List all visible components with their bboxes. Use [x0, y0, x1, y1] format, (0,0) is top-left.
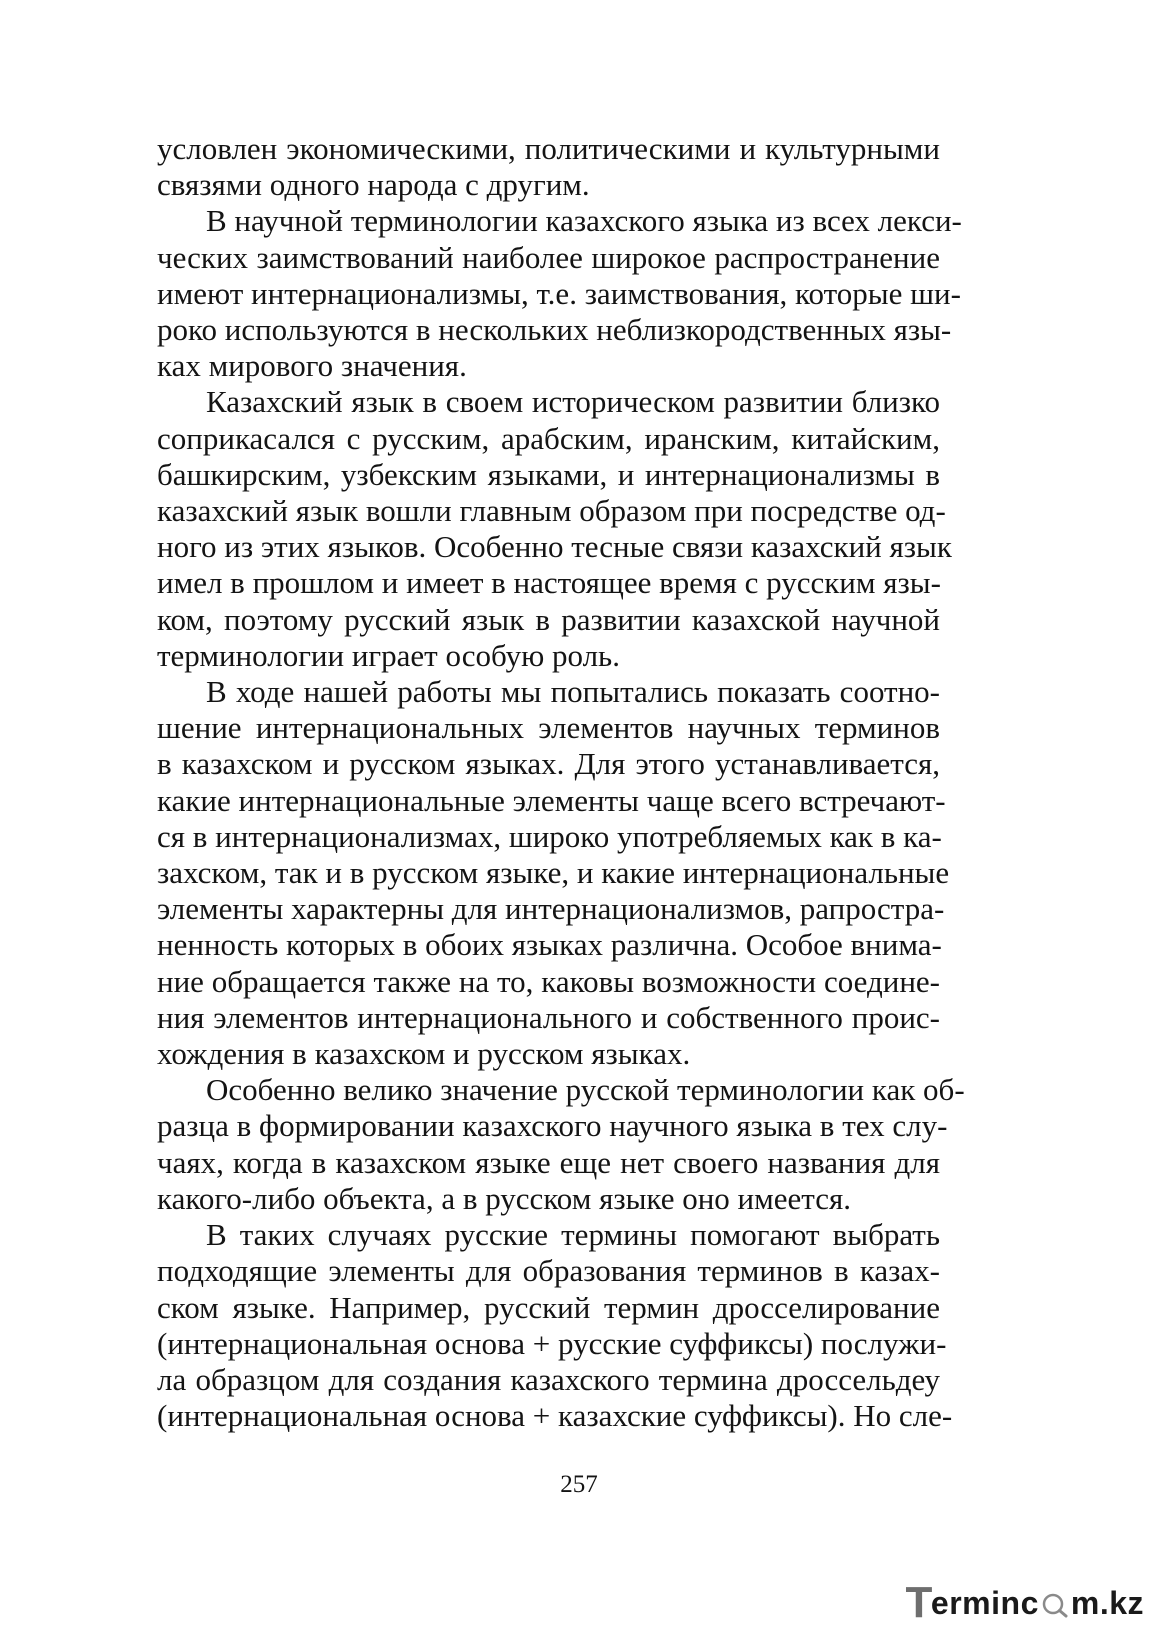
logo-text-part1: erminc [930, 1584, 1039, 1621]
paragraph [157, 1217, 953, 1434]
text-line: Казахский язык в своем историческом развитии близко [206, 384, 940, 420]
text-line: в казахском и русском языках. Для этого устанавливается, [157, 746, 940, 782]
paragraph [157, 1072, 965, 1217]
text-line: соприкасался с русским, арабским, иранским, китайским, [157, 420, 940, 456]
paragraph [157, 384, 952, 674]
text-line: какие интернациональные элементы чаще всего встречают- [157, 782, 946, 818]
paragraph [157, 203, 962, 384]
text-line: какого-либо объекта, а в русском языке оно имеется. [157, 1180, 851, 1216]
text-line: ках мирового значения. [157, 348, 467, 384]
text-line: терминологии играет особую роль. [157, 637, 620, 673]
text-line: ненность которых в обоих языках различна. Особое внима- [157, 927, 942, 963]
text-line: ла образцом для создания казахского термина дроссельдеу [157, 1361, 940, 1397]
text-line: В ходе нашей работы мы попытались показать соотно- [206, 674, 940, 710]
text-line: ческих заимствований наиболее широкое распространение [157, 239, 940, 275]
logo-text-part2: m.kz [1070, 1584, 1144, 1621]
text-line: имеют интернационализмы, т.е. заимствования, которые ши- [157, 275, 961, 311]
text-line: связями одного народа с другим. [157, 167, 590, 203]
text-line: чаях, когда в казахском языке еще нет своего названия для [157, 1144, 940, 1180]
text-line: хождения в казахском и русском языках. [157, 1036, 691, 1072]
text-line: захском, так и в русском языке, и какие интернациональные [157, 855, 950, 891]
text-line: имел в прошлом и имеет в настоящее время с русским язы- [157, 565, 941, 601]
text-line: ного из этих языков. Особенно тесные связи казахский язык [157, 529, 952, 565]
text-line: В научной терминологии казахского языка из всех лекси- [206, 203, 962, 239]
text-line: Особенно велико значение русской терминологии как об- [206, 1072, 965, 1108]
text-line: условлен экономическими, политическими и культурными [157, 131, 940, 166]
text-line: ние обращается также на то, каковы возможности соедине- [157, 963, 940, 999]
page-text [157, 131, 965, 1434]
text-line: элементы характерны для интернационализмов, рапростра- [157, 891, 945, 927]
magnifier-icon [1040, 1588, 1070, 1618]
text-line: ся в интернационализмах, широко употребляемых как в ка- [157, 818, 942, 854]
text-line: башкирским, узбекским языками, и интернационализмы в [157, 456, 940, 492]
text-line: казахский язык вошли главным образом при посредстве од- [157, 493, 946, 529]
termincom-logo [906, 1580, 1144, 1626]
text-line: ния элементов интернационального и собственного проис- [157, 999, 940, 1035]
text-line: разца в формировании казахского научного языка в тех слу- [157, 1108, 948, 1144]
paragraph [157, 131, 940, 203]
text-line: подходящие элементы для образования терминов в казах- [157, 1253, 940, 1289]
page-number: 257 [560, 1471, 598, 1498]
text-line: ском языке. Например, русский термин дросселирование [157, 1289, 940, 1325]
text-line: (интернациональная основа + русские суффиксы) послужи- [157, 1325, 947, 1361]
text-line: В таких случаях русские термины помогают выбрать [206, 1217, 940, 1253]
paragraph [157, 674, 950, 1072]
text-line: ком, поэтому русский язык в развитии казахской научной [157, 601, 940, 637]
logo-letter-t: T [905, 1578, 933, 1627]
text-line: роко используются в нескольких неблизкородственных язы- [157, 312, 952, 348]
text-line: шение интернациональных элементов научных терминов [157, 710, 940, 746]
text-line: (интернациональная основа + казахские суффиксы). Но сле- [157, 1398, 953, 1434]
